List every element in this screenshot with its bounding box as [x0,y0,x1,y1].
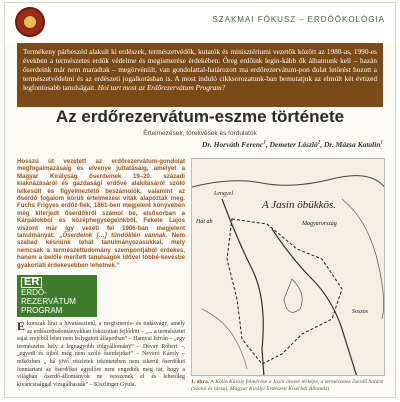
body-paragraph [17,321,185,389]
map-label-magyarorszag: Magyarország [302,221,337,227]
article-subtitle: Értelmezések, törekvések és fordulatok [143,130,257,137]
magazine-page [4,2,396,398]
map-contour [284,279,302,312]
map-label-west: Hát ab [196,219,213,225]
author-3-affiliation: 1 [380,140,383,146]
program-line-3: PROGRAM [21,306,63,316]
author-1: Dr. Horváth Ferenc [201,140,264,149]
section-name: SZAKMAI FÓKUSZ [212,15,297,24]
lead-text: Termékeny párbeszéd alakult ki erdészek, természetvédők, kutatók és minisztériumi vezetők között az 1980-as, 1990-es években a természetes erdők védelme és megismerése érdekében. Őreg erdőink legin-kább ők álhatnunk kell – hazán őserdeink már nem maradtak – megörvénült, van gondolattal-határozott ma erdőrezervátum-pon dolat letörést hozott a természetvédelmi és az erdészeti jogalkotásban is. A most induló cikksorozatunk-ban bemutatjuk az elmúlt két évtized legfontosabb tanulságait. [23,47,377,92]
logo-emblem [24,16,36,28]
map-caption [191,379,385,393]
map-ridge [342,199,384,319]
author-1-affiliation: 1 [263,140,266,146]
map-stream-west [222,199,264,376]
lead-question: Hol tart most az Erdőrezervátum Program? [97,83,226,92]
intro-paragraph [17,158,185,269]
caption-number: 1. ábra. [191,379,210,385]
map-path [202,309,247,369]
program-abbr: ER [21,277,42,288]
section-label [212,15,385,24]
historic-map [191,158,385,376]
article-authors [202,140,383,149]
program-line-1: ERDŐ- [21,288,47,298]
author-3: Dr. Mázsa Katalin [324,140,381,149]
map-title: A Jasin öbükkös. [262,199,337,211]
society-logo [15,7,45,37]
subsection-name: ERDŐÖKOLÓGIA [307,15,385,24]
program-badge [17,275,97,317]
program-line-2: REZERVÁTUM [21,297,76,307]
reserve-boundary [227,219,342,364]
drop-cap: E [17,319,26,334]
article-title: Az erdőrezervátum-eszme története [55,107,345,126]
intro-text-2: Nem szabad késnünk tehát tanulmányozásukkal, mely nemcsak a természettudomány szempontjából érdekes, hanem a belőle merített tanulságok idővel többé-kevésbé gyakorlati érdekesebben lehetnek.” [17,232,185,269]
map-label-east: Soszos [352,309,369,315]
lead-paragraph [17,43,383,107]
left-column [17,158,185,389]
right-column [191,158,385,396]
section-separator: – [299,15,305,24]
author-separator: , [320,140,325,149]
author-2: Demeter László [269,140,318,149]
intro-quote: „Őserdeink […] tündöklén vannak. [59,232,168,240]
page-header [5,3,395,43]
author-separator: , [265,140,270,149]
map-boundary-north [192,176,385,189]
map-label-lengyel: Lengyel [214,191,233,197]
body-text: korszak lírai a hivatásszintű, a megismerés- és tudásvágy, amely az erdészettudományokban fokozottan fejlődött – „... a természetet saját erejéből lehet nem bolygatott állapotban” – Hamvai István – „egy természetes hely a legnagyobb tölgyállomány” – Dévay Róbert –, „egyedi és újból még nem szóló őserdejeket” – Neveró Károly – miközben „ ha jövő részletek tekintetében nem sikerül őserdőket fenntartani az őserdőket egyelőre nem engedték meg rat, hogy a világban őserdő-állományok ne vesszenek el és lehetőleg kíváncsisággal vizsgálhassák” – Kiszlinger Gyula. [17,321,185,388]
caption-text: A Kolin Károly felmérése a Jasin övezet térképe, a természetes őserdő határa (Szalai és társai, Magyar Királyi Erdészeti Kísérleti Állomás) [191,379,384,392]
intro-text-1: Hosszú út vezetett az erdőrezervátum-gondolat megfogalmazásáig és elvenye juttatásáig, amelyet a Magyar Királyság őserdeinek 19–20. századi kiaknázásáról és gazdasági erdővé alakításáról szóló lelkesült és figyelmeztető beszámolók, valamint az őserdő fogalom körüli értelmezési viták alapoztak meg. Fuchs Frigyes erdőz-fiék, 1861-ben megjelent könyvében még kiterjedt őserdőkről számol be, elsősorban a Kárpátokból és középhegységeinkből. Fekete Lajos viszont már így vezeti fel 1906-ban megjelent tanulmányát: [17,158,185,240]
author-2-affiliation: 2 [317,140,321,146]
